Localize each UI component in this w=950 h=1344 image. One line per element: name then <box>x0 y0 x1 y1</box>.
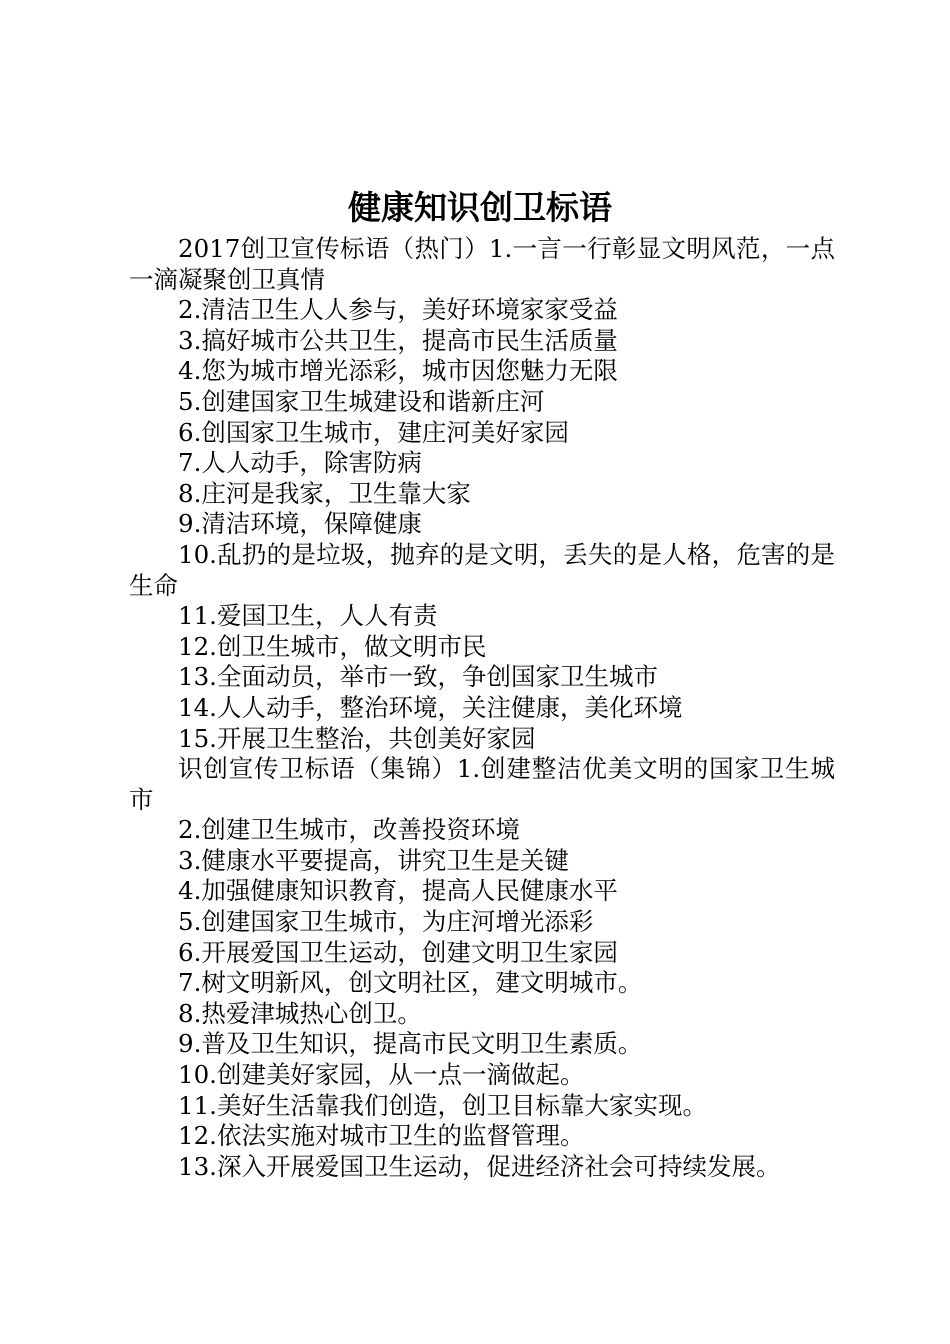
paragraph-19: 4.加强健康知识教育，提高人民健康水平 <box>178 876 618 906</box>
paragraph-12: 12.创卫生城市，做文明市民 <box>178 631 487 661</box>
paragraph-23: 8.热爱津城热心创卫。 <box>178 998 422 1028</box>
paragraph-9: 9.清洁环境，保障健康 <box>178 509 422 539</box>
paragraph-5: 5.创建国家卫生城建设和谐新庄河 <box>178 386 545 416</box>
paragraph-18: 3.健康水平要提高，讲究卫生是关键 <box>178 845 569 875</box>
document-body <box>129 234 835 1182</box>
paragraph-6: 6.创国家卫生城市，建庄河美好家园 <box>178 417 569 447</box>
paragraph-1: 2017创卫宣传标语（热门）1.一言一行彰显文明风范，一点一滴凝聚创卫真情 <box>129 234 835 294</box>
paragraph-14: 14.人人动手，整治环境，关注健康，美化环境 <box>178 692 683 722</box>
paragraph-22: 7.树文明新风，创文明社区，建文明城市。 <box>178 968 643 998</box>
paragraph-15: 15.开展卫生整治，共创美好家园 <box>178 723 536 753</box>
document-title: 健康知识创卫标语 <box>348 188 612 227</box>
paragraph-13: 13.全面动员，举市一致，争创国家卫生城市 <box>178 662 658 692</box>
paragraph-24: 9.普及卫生知识，提高市民文明卫生素质。 <box>178 1029 643 1059</box>
paragraph-27: 12.依法实施对城市卫生的监督管理。 <box>178 1121 585 1151</box>
paragraph-20: 5.创建国家卫生城市，为庄河增光添彩 <box>178 907 594 937</box>
paragraph-17: 2.创建卫生城市，改善投资环境 <box>178 815 520 845</box>
paragraph-3: 3.搞好城市公共卫生，提高市民生活质量 <box>178 325 618 355</box>
paragraph-11: 11.爱国卫生，人人有责 <box>178 601 438 631</box>
paragraph-4: 4.您为城市增光添彩，城市因您魅力无限 <box>178 356 618 386</box>
paragraph-10: 10.乱扔的是垃圾，抛弃的是文明，丢失的是人格，危害的是生命 <box>129 539 835 600</box>
paragraph-28: 13.深入开展爱国卫生运动，促进经济社会可持续发展。 <box>178 1151 781 1181</box>
paragraph-7: 7.人人动手，除害防病 <box>178 448 422 478</box>
paragraph-26: 11.美好生活靠我们创造，创卫目标靠大家实现。 <box>178 1090 707 1120</box>
paragraph-2: 2.清洁卫生人人参与，美好环境家家受益 <box>178 295 618 325</box>
paragraph-21: 6.开展爱国卫生运动，创建文明卫生家园 <box>178 937 618 967</box>
paragraph-16: 识创宣传卫标语（集锦）1.创建整洁优美文明的国家卫生城市 <box>129 754 835 814</box>
paragraph-8: 8.庄河是我家，卫生靠大家 <box>178 478 471 508</box>
paragraph-25: 10.创建美好家园，从一点一滴做起。 <box>178 1060 585 1090</box>
